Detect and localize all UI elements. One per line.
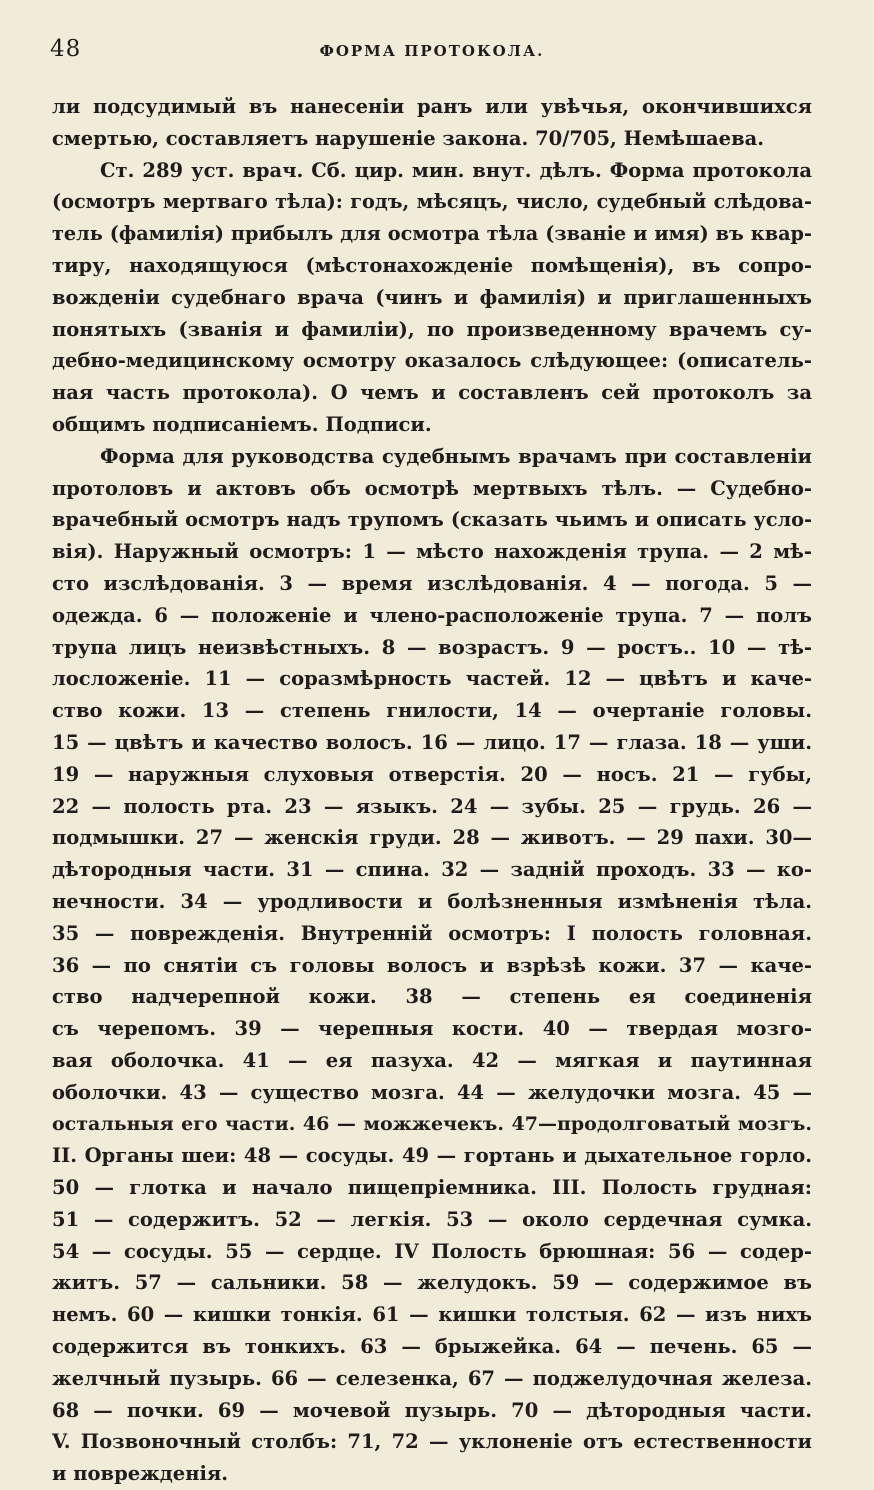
text-line: 68 — почки. 69 — мочевой пузырь. 70 — дѣтородныя части. xyxy=(52,1398,812,1422)
text-line: оболочки. 43 — существо мозга. 44 — желудочки мозга. 45 — xyxy=(52,1080,812,1104)
page-header xyxy=(50,36,814,66)
text-line: подмышки. 27 — женскія груди. 28 — животъ. — 29 пахи. 30— xyxy=(52,826,812,850)
text-line: вожденіи судебнаго врача (чинъ и фамилія) и приглашенныхъ xyxy=(52,285,812,309)
text-line: ли подсудимый въ нанесеніи ранъ или увѣчья, окончившихся xyxy=(52,95,812,118)
text-line: съ черепомъ. 39 — черепныя кости. 40 — твердая мозго- xyxy=(52,1017,812,1041)
text-line: ство надчерепной кожи. 38 — степень ея соединенія xyxy=(52,985,812,1009)
text-line: II. Органы шеи: 48 — сосуды. 49 — гортань и дыхательное горло. xyxy=(52,1144,812,1168)
text-line: 35 — поврежденія. Внутренній осмотръ: I полость головная. xyxy=(52,921,812,945)
text-line: 51 — содержитъ. 52 — легкія. 53 — около сердечная сумка. xyxy=(52,1207,812,1231)
text-line: немъ. 60 — кишки тонкія. 61 — кишки толстыя. 62 — изъ нихъ xyxy=(52,1303,812,1327)
text-line: сто изслѣдованія. 3 — время изслѣдованія. 4 — погода. 5 — xyxy=(52,571,812,595)
text-line: 15 — цвѣтъ и качество волосъ. 16 — лицо. 17 — глаза. 18 — уши. xyxy=(52,730,812,754)
text-line: дѣтородныя части. 31 — спина. 32 — задній проходъ. 33 — ко- xyxy=(52,858,812,882)
text-line: 19 — наружныя слуховыя отверстія. 20 — носъ. 21 — губы, xyxy=(52,762,812,786)
text-line: тель (фамилія) прибылъ для осмотра тѣла (званіе и имя) въ квар- xyxy=(52,222,812,246)
text-line: житъ. 57 — сальники. 58 — желудокъ. 59 — содержимое въ xyxy=(52,1271,812,1295)
text-line: протоловъ и актовъ объ осмотрѣ мертвыхъ тѣлъ. — Судебно- xyxy=(52,476,812,500)
text-line: 50 — глотка и начало пищепріемника. III. Полость грудная: xyxy=(52,1176,812,1200)
text-line: 54 — сосуды. 55 — сердце. IV Полость брюшная: 56 — содер- xyxy=(52,1239,812,1263)
text-line: общимъ подписаніемъ. Подписи. xyxy=(52,412,432,436)
text-line: 36 — по снятіи съ головы волосъ и взрѣзѣ кожи. 37 — каче- xyxy=(52,953,812,977)
running-title: ФОРМА ПРОТОКОЛА. xyxy=(319,42,545,60)
text-line: тиру, находящуюся (мѣстонахожденіе помѣщенія), въ сопро- xyxy=(52,253,812,277)
text-line: вія). Наружный осмотръ: 1 — мѣсто нахожденія трупа. — 2 мѣ- xyxy=(52,540,812,564)
text-line: ная часть протокола). О чемъ и составленъ сей протоколъ за xyxy=(52,381,812,405)
text-line: ство кожи. 13 — степень гнилости, 14 — очертаніе головы. xyxy=(52,699,812,723)
page-number: 48 xyxy=(50,36,82,62)
body-text xyxy=(52,91,812,1490)
text-line: смертью, составляетъ нарушеніе закона. 70/705, Немѣшаева. xyxy=(52,126,765,150)
text-line: Форма для руководства судебнымъ врачамъ при составленіи xyxy=(100,444,812,468)
text-line: 22 — полость рта. 23 — языкъ. 24 — зубы. 25 — грудь. 26 — xyxy=(52,794,812,818)
text-line: лосложеніе. 11 — соразмѣрность частей. 12 — цвѣтъ и каче- xyxy=(52,667,812,691)
text-line: и поврежденія. xyxy=(52,1462,229,1486)
text-line: вая оболочка. 41 — ея пазуха. 42 — мягкая и паутинная xyxy=(52,1048,812,1072)
text-line: V. Позвоночный столбъ: 71, 72 — уклоненіе отъ естественности xyxy=(52,1430,812,1454)
text-line: нечности. 34 — уродливости и болѣзненныя измѣненія тѣла. xyxy=(52,889,812,913)
text-line: Ст. 289 уст. врач. Сб. цир. мин. внут. дѣлъ. Форма протокола xyxy=(100,158,812,182)
text-line: понятыхъ (званія и фамиліи), по произведенному врачемъ су- xyxy=(52,317,812,341)
text-line: содержится въ тонкихъ. 63 — брыжейка. 64 — печень. 65 — xyxy=(52,1335,812,1359)
text-line: желчный пузырь. 66 — селезенка, 67 — поджелудочная железа. xyxy=(52,1366,812,1390)
text-line: (осмотръ мертваго тѣла): годъ, мѣсяцъ, число, судебный слѣдова- xyxy=(52,190,812,214)
text-line: дебно-медицинскому осмотру оказалось слѣдующее: (описатель- xyxy=(52,349,812,373)
text-line: остальныя его части. 46 — можжечекъ. 47—продолговатый мозгъ. xyxy=(52,1112,812,1135)
text-line: врачебный осмотръ надъ трупомъ (сказать чьимъ и описать усло- xyxy=(52,508,812,532)
text-line: одежда. 6 — положеніе и члено-расположеніе трупа. 7 — полъ xyxy=(52,603,812,627)
text-line: трупа лицъ неизвѣстныхъ. 8 — возрастъ. 9 — ростъ.. 10 — тѣ- xyxy=(52,635,812,659)
